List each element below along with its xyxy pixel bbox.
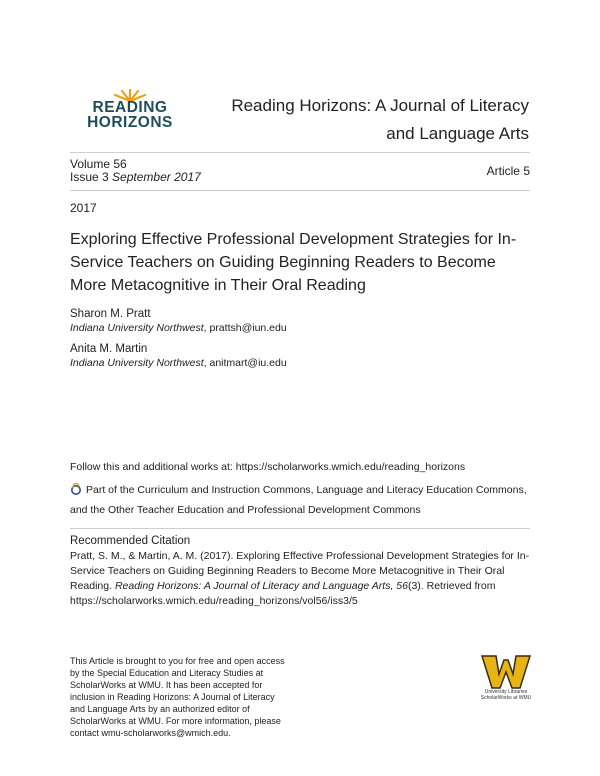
author-affiliation-2 bbox=[70, 357, 287, 369]
logo-line-1: READING bbox=[92, 99, 168, 116]
author-name-1: Sharon M. Pratt bbox=[70, 308, 151, 320]
publication-year: 2017 bbox=[70, 201, 97, 215]
citation-retrieval: (3). Retrieved from https://scholarworks.wmich.edu/reading_horizons/vol56/iss3/5 bbox=[70, 580, 496, 607]
citation-body: Pratt, S. M., & Martin, A. M. (2017). Exploring Effective Professional Development Strategies for In-Service Teachers on Guiding Beginning Readers to Become More Metacognitive in Their Oral Reading. bbox=[70, 550, 530, 592]
follow-link[interactable]: Follow this and additional works at: https://scholarworks.wmich.edu/reading_horizons bbox=[70, 461, 466, 473]
part-of-commons[interactable] bbox=[70, 480, 530, 520]
article-label[interactable]: Article 5 bbox=[486, 164, 530, 178]
wmu-logo-icon[interactable] bbox=[476, 650, 536, 710]
citation-text[interactable] bbox=[70, 549, 535, 609]
logo-line-2: HORIZONS bbox=[87, 114, 173, 131]
issue-number: Issue 3 bbox=[70, 170, 109, 184]
meta-divider bbox=[70, 190, 530, 191]
affiliation-name: Indiana University Northwest bbox=[70, 322, 204, 334]
journal-title[interactable]: Reading Horizons: A Journal of Literacy and Language Arts bbox=[231, 96, 529, 143]
volume-label[interactable]: Volume 56 bbox=[70, 157, 127, 171]
part-of-text: Part of the Curriculum and Instruction Commons, Language and Literacy Education Commons, and the Other Teacher Education and Professional Development Commons bbox=[70, 484, 527, 516]
author-email: , anitmart@iu.edu bbox=[203, 357, 287, 369]
wmu-caption-line-2: ScholarWorks at WMU bbox=[480, 695, 532, 701]
reading-horizons-logo[interactable] bbox=[82, 90, 178, 134]
author-name-2: Anita M. Martin bbox=[70, 343, 148, 355]
author-affiliation-1 bbox=[70, 322, 287, 334]
citation-journal: Reading Horizons: A Journal of Literacy and Language Arts, 56 bbox=[114, 580, 408, 592]
citation-heading: Recommended Citation bbox=[70, 535, 191, 547]
issue-date: September 2017 bbox=[112, 170, 201, 184]
header-divider bbox=[70, 152, 530, 153]
issue-label[interactable] bbox=[70, 171, 201, 184]
paper-title[interactable]: Exploring Effective Professional Development Strategies for In-Service Teachers on Guiding Beginning Readers to Become More Metacognitive in Their Oral Reading bbox=[70, 231, 517, 294]
wmu-caption bbox=[470, 689, 542, 701]
affiliation-name: Indiana University Northwest bbox=[70, 357, 204, 369]
author-email: , prattsh@iun.edu bbox=[203, 322, 287, 334]
wmu-caption-line-1: University Libraries bbox=[484, 689, 528, 695]
access-note: This Article is brought to you for free and open access by the Special Education and Literacy Studies at ScholarWorks at WMU. It has been accepted for inclusion in Reading Horizons: A Journal of Literacy and Language Arts by an authorized editor of ScholarWorks at WMU. For more information, please contact wmu-scholarworks@wmich.edu. bbox=[70, 656, 285, 738]
citation-divider bbox=[70, 528, 530, 529]
open-access-icon bbox=[70, 483, 82, 495]
